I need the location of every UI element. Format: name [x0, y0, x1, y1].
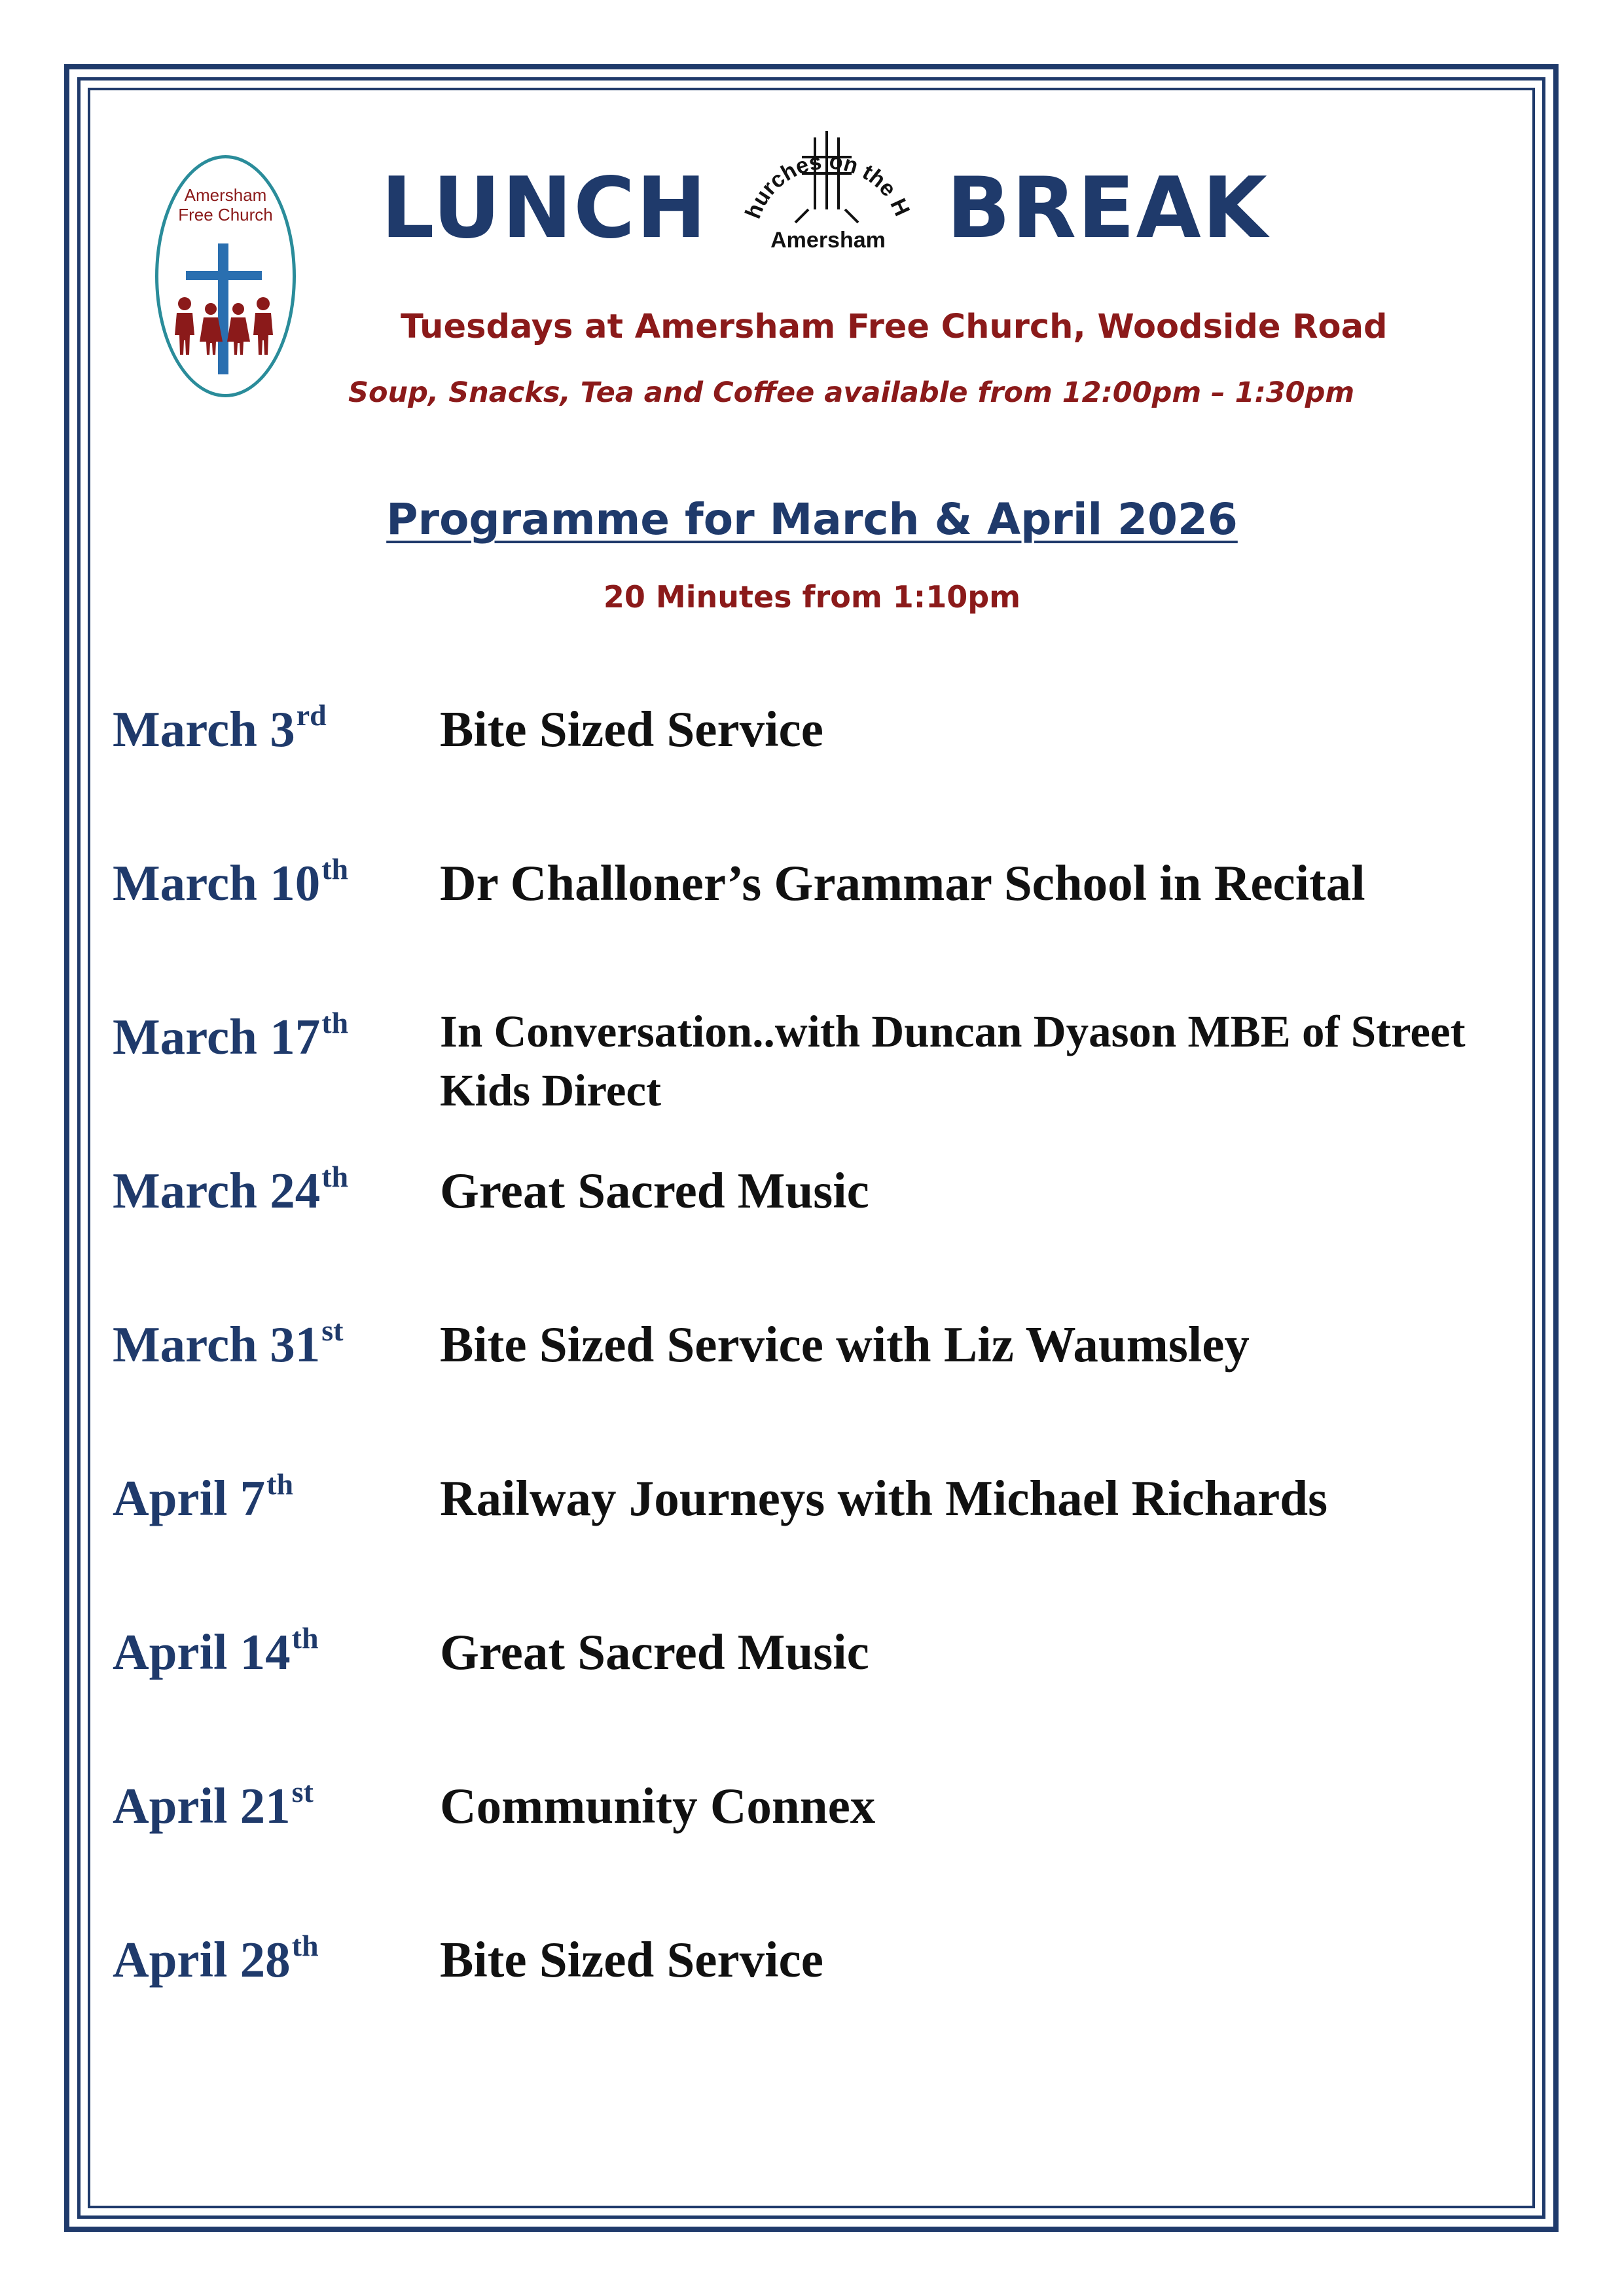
programme-date — [113, 1623, 319, 1681]
programme-heading — [0, 494, 1624, 545]
date-text: March 17 — [113, 1009, 321, 1065]
date-suffix: th — [321, 1160, 349, 1193]
programme-date — [113, 854, 348, 912]
date-text: April 14 — [113, 1624, 291, 1680]
programme-event: Great Sacred Music — [440, 1162, 869, 1219]
logo-center-arc-text: hurches on the H — [740, 149, 915, 223]
programme-event: Bite Sized Service with Liz Waumsley — [440, 1316, 1250, 1372]
programme-event: Dr Challoner’s Grammar School in Recital — [440, 855, 1365, 911]
programme-event: Bite Sized Service — [440, 701, 823, 757]
venue-line: Tuesdays at Amersham Free Church, Woodside Road — [401, 308, 1388, 346]
programme-event: In Conversation..with Duncan Dyason MBE of Street Kids Direct — [440, 1007, 1466, 1115]
programme-date — [113, 1162, 348, 1220]
programme-date — [113, 1008, 348, 1066]
amersham-free-church-logo — [155, 155, 296, 397]
programme-event: Bite Sized Service — [440, 1931, 823, 1988]
date-suffix: rd — [296, 698, 327, 732]
title-break: BREAK — [947, 160, 1269, 257]
programme-event: Community Connex — [440, 1778, 876, 1834]
date-text: March 24 — [113, 1162, 321, 1219]
date-text: April 21 — [113, 1778, 291, 1834]
programme-date — [113, 700, 327, 759]
date-suffix: th — [266, 1467, 294, 1501]
date-text: March 10 — [113, 855, 321, 911]
programme-date — [113, 1316, 343, 1374]
date-suffix: st — [321, 1314, 344, 1347]
programme-event: Railway Journeys with Michael Richards — [440, 1470, 1328, 1526]
date-suffix: th — [321, 852, 349, 886]
churches-on-the-hill-emblem — [723, 111, 933, 262]
refreshments-line: Soup, Snacks, Tea and Coffee available from 12:00pm – 1:30pm — [348, 376, 1355, 409]
programme-date — [113, 1777, 314, 1835]
programme-event: Great Sacred Music — [440, 1624, 869, 1680]
date-text: April 28 — [113, 1931, 291, 1988]
churches-on-the-hill-logo — [723, 111, 933, 262]
date-text: April 7 — [113, 1470, 266, 1526]
logo-center-place: Amersham — [770, 228, 886, 253]
programme-heading-text: Programme for March & April 2026 — [386, 494, 1238, 545]
programme-subheading: 20 Minutes from 1:10pm — [603, 579, 1021, 615]
date-suffix: st — [291, 1775, 314, 1808]
date-text: March 31 — [113, 1316, 321, 1372]
logo-left-line2: Free Church — [178, 205, 273, 224]
programme-date — [113, 1931, 319, 1989]
date-suffix: th — [321, 1006, 349, 1039]
programme-date — [113, 1469, 293, 1528]
date-text: March 3 — [113, 701, 295, 757]
title-lunch: LUNCH — [381, 160, 708, 257]
cross-and-people-icon — [158, 158, 293, 394]
date-suffix: th — [291, 1621, 319, 1655]
date-suffix: th — [291, 1929, 319, 1962]
logo-left-line1: Amersham — [184, 185, 267, 205]
